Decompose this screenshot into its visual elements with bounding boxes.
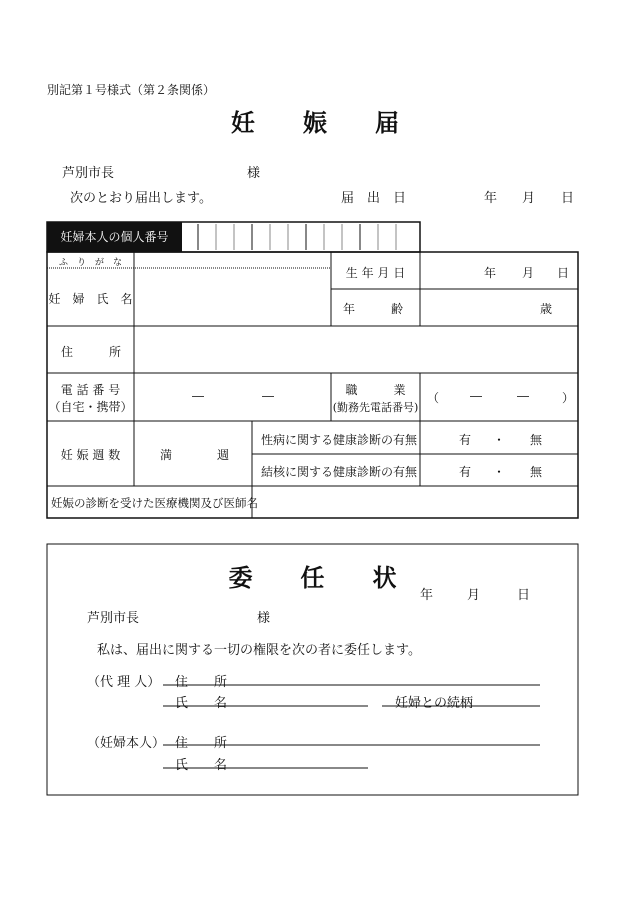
phone-label: 電 話 番 号: [60, 383, 121, 397]
submission-year-label: 年: [484, 191, 498, 206]
pregnancy-weeks-label: 妊 娠 週 数: [60, 448, 121, 462]
age-field[interactable]: [421, 290, 577, 325]
address-label: 住 所: [61, 345, 122, 359]
birth-date-label: 生 年 月 日: [345, 266, 406, 280]
clinic-field[interactable]: [253, 487, 577, 517]
delegation-year-label: 年: [420, 588, 434, 603]
agent-relation-label: 妊婦との続柄: [395, 696, 474, 711]
weeks-full-label: 満: [160, 448, 173, 462]
tb-separator: ・: [493, 465, 506, 479]
agent-name-label: 氏 名: [175, 696, 228, 711]
workplace-phone-label: (勤務先電話番号): [332, 401, 419, 414]
submission-day-label: 日: [561, 191, 575, 206]
age-unit: 歳: [540, 302, 553, 316]
addressee-honorific: 様: [247, 166, 261, 181]
tb-yes-option[interactable]: 有: [459, 465, 472, 479]
phone-sub-label: （自宅・携帯）: [48, 400, 133, 414]
tb-no-option[interactable]: 無: [530, 465, 543, 479]
occupation-label: 職 業: [345, 383, 406, 397]
birth-month-label: 月: [522, 266, 535, 280]
birth-date-field[interactable]: [421, 253, 577, 288]
std-check-label: 性病に関する健康診断の有無: [261, 433, 418, 447]
self-name-field[interactable]: [225, 751, 368, 768]
delegation-addressee: 芦別市長: [87, 611, 140, 626]
std-yes-option[interactable]: 有: [459, 433, 472, 447]
std-no-option[interactable]: 無: [530, 433, 543, 447]
agent-relation-field[interactable]: [470, 689, 540, 706]
self-name-label: 氏 名: [175, 758, 228, 773]
occupation-open-paren: （: [427, 391, 440, 405]
my-number-digits-field[interactable]: [182, 224, 418, 250]
agent-label: （代 理 人）: [87, 675, 161, 690]
my-number-label: 妊婦本人の個人番号: [47, 222, 182, 252]
pregnant-name-field[interactable]: [135, 269, 330, 325]
age-label: 年 齢: [343, 302, 404, 316]
furigana-label: ふ り が な: [58, 258, 122, 268]
std-separator: ・: [493, 433, 506, 447]
delegation-honorific: 様: [257, 611, 271, 626]
self-label: （妊婦本人）: [87, 736, 166, 751]
self-address-field[interactable]: [225, 728, 540, 745]
occupation-dash-2: ―: [517, 389, 529, 403]
furigana-field[interactable]: [135, 253, 330, 268]
agent-address-label: 住 所: [175, 675, 228, 690]
self-address-label: 住 所: [175, 736, 228, 751]
delegation-statement: 私は、届出に関する一切の権限を次の者に委任します。: [97, 643, 421, 658]
occupation-close-paren: ）: [562, 391, 575, 405]
submission-month-label: 月: [522, 191, 536, 206]
clinic-label: 妊娠の診断を受けた医療機関及び医師名: [51, 496, 258, 510]
form-reference: 別記第１号様式（第２条関係）: [47, 83, 216, 97]
address-field[interactable]: [135, 327, 577, 372]
occupation-field[interactable]: [421, 374, 577, 420]
occupation-dash-1: ―: [470, 389, 482, 403]
intro-text: 次のとおり届出します。: [70, 191, 212, 206]
delegation-title: 委 任 状: [228, 563, 397, 592]
birth-day-label: 日: [557, 266, 570, 280]
pregnant-name-label: 妊 婦 氏 名: [48, 292, 133, 306]
agent-name-field[interactable]: [225, 689, 368, 706]
agent-address-field[interactable]: [225, 668, 540, 685]
phone-dash-1: ―: [192, 389, 204, 403]
weeks-unit-label: 週: [217, 448, 230, 462]
pregnancy-weeks-field[interactable]: [135, 422, 251, 485]
phone-dash-2: ―: [262, 389, 274, 403]
document-title: 妊 娠 届: [231, 108, 399, 137]
tb-check-label: 結核に関する健康診断の有無: [261, 465, 418, 479]
birth-year-label: 年: [484, 266, 497, 280]
phone-field[interactable]: [135, 374, 330, 420]
addressee: 芦別市長: [62, 166, 115, 181]
delegation-month-label: 月: [467, 588, 481, 603]
submission-date-label: 届 出 日: [341, 191, 407, 206]
delegation-day-label: 日: [517, 588, 531, 603]
